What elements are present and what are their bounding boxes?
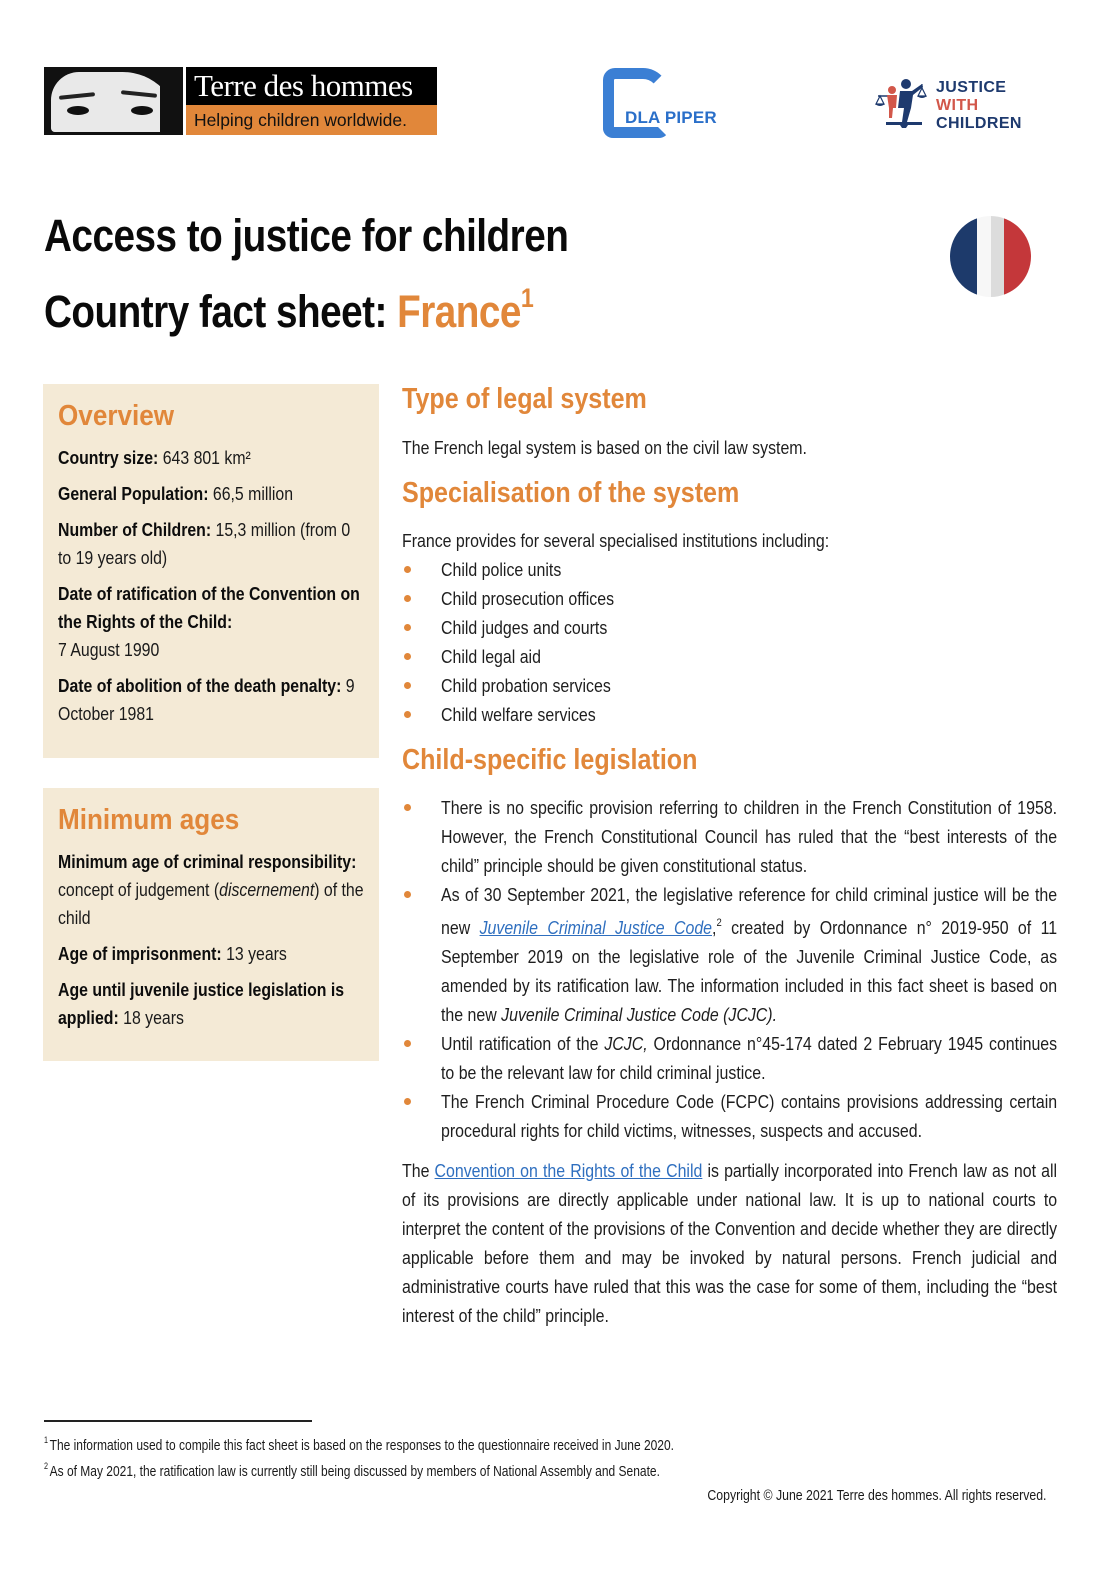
fact-label: Number of Children: <box>58 520 212 540</box>
minimum-ages-heading: Minimum ages <box>58 804 240 836</box>
bullet-icon <box>404 566 411 573</box>
bullet-icon <box>404 682 411 689</box>
jwc-line-with: WITH <box>936 97 979 114</box>
france-flag-icon <box>950 216 1031 297</box>
list-item-text: Child police units <box>441 559 562 580</box>
list-item <box>402 613 1057 642</box>
fact-label: General Population: <box>58 484 209 504</box>
list-item-text <box>441 880 1057 1029</box>
specialisation-intro: France provides for several specialised institutions including: <box>402 530 830 551</box>
fact-value-italic: discernement <box>219 880 315 900</box>
footnote-number: 2 <box>44 1461 49 1471</box>
main-content <box>402 380 1057 1330</box>
eyes-photo-icon <box>44 67 183 135</box>
list-item <box>402 700 1057 729</box>
bullet-icon <box>404 711 411 718</box>
bullet-icon <box>404 1040 411 1047</box>
fact-label: Country size: <box>58 448 159 468</box>
fact-value: 66,5 million <box>208 484 294 504</box>
scales-figures-icon <box>874 78 934 128</box>
footnotes <box>44 1430 674 1482</box>
text-run: , <box>712 917 717 938</box>
fact-label: Age of imprisonment: <box>58 944 222 964</box>
flag-white <box>977 216 991 297</box>
footnote-ref-2: 2 <box>716 917 722 929</box>
footnote-number: 1 <box>44 1435 49 1445</box>
list-item <box>402 555 1057 584</box>
list-item-text: Child welfare services <box>441 704 596 725</box>
text-run-italic: JCJC, <box>604 1033 648 1054</box>
title-country: France <box>397 286 521 337</box>
legislation-list <box>402 793 1057 1145</box>
terre-des-hommes-logo <box>44 67 437 135</box>
dla-name: DLA PIPER <box>625 108 717 127</box>
legal-system-text: The French legal system is based on the civil law system. <box>402 437 807 458</box>
flag-blue <box>950 216 977 297</box>
list-item-text <box>441 1029 1057 1087</box>
overview-heading: Overview <box>58 400 175 432</box>
list-item-text: Child judges and courts <box>441 617 608 638</box>
fact-criminal-responsibility <box>58 848 365 932</box>
legislation-heading: Child-specific legislation <box>402 744 698 776</box>
list-item-text: Child legal aid <box>441 646 541 667</box>
specialisation-list <box>402 555 1057 729</box>
crc-link[interactable]: Convention on the Rights of the Child <box>434 1160 703 1181</box>
footnote-text: As of May 2021, the ratification law is currently still being discussed by members of National Assembly and Senate. <box>49 1463 660 1480</box>
fact-death-penalty <box>58 672 365 728</box>
juvenile-code-link[interactable] <box>480 917 712 938</box>
list-item-text: Child probation services <box>441 675 611 696</box>
list-item <box>402 584 1057 613</box>
fact-label: Age until juvenile justice legislation is applied: <box>58 980 345 1028</box>
bullet-icon <box>404 624 411 631</box>
fact-country-size <box>58 444 365 472</box>
fact-value: 15,3 million (from 0 to 19 years old) <box>58 520 351 568</box>
flag-red <box>1004 216 1031 297</box>
dla-piper-logo <box>603 68 723 138</box>
title-footnote-ref: 1 <box>520 283 534 313</box>
footnote-1 <box>44 1430 674 1456</box>
jwc-line-justice: JUSTICE <box>936 79 1007 96</box>
bullet-icon <box>404 653 411 660</box>
text-run: Until ratification of the <box>441 1033 605 1054</box>
fact-children <box>58 516 365 572</box>
minimum-ages-box <box>43 788 379 1061</box>
fact-crc-ratification <box>58 580 365 664</box>
fact-label: Minimum age of criminal responsibility: <box>58 852 357 872</box>
text-run: As of 30 September 2021, the legislative reference for child criminal justice will be the new <box>441 884 1058 938</box>
fact-population <box>58 480 365 508</box>
bullet-icon <box>404 1098 411 1105</box>
legal-system-heading: Type of legal system <box>402 383 647 415</box>
specialisation-heading: Specialisation of the system <box>402 477 740 509</box>
text-run: is partially incorporated into French law as not all of its provisions are directly applicable under national law. It is up to national courts to interpret the content of the provisions of the Convention and decide whether they are directly applicable before them and may be invoked by natural persons. French judicial and administrative courts have ruled that this was the case for some of them, including the “best interest of the child” principle. <box>402 1160 1058 1326</box>
fact-value: concept of judgement ( <box>58 880 220 900</box>
text-run-italic: Juvenile Criminal Justice Code (JCJC). <box>501 1004 778 1025</box>
flag-grey <box>991 216 1004 297</box>
title-prefix: Country fact sheet: <box>44 286 398 337</box>
fact-age-imprisonment <box>58 940 365 968</box>
list-item <box>402 1087 1057 1145</box>
fact-value: 9 October 1981 <box>58 676 355 724</box>
fact-value-end: ) of the child <box>58 880 364 928</box>
list-item <box>402 642 1057 671</box>
bullet-icon <box>404 595 411 602</box>
tdh-tagline: Helping children worldwide. <box>186 105 437 135</box>
text-run: Ordonnance n°45-174 dated 2 February 1945 continues to be the relevant law for child criminal justice. <box>441 1033 1058 1083</box>
footnote-divider <box>44 1420 312 1422</box>
footnote-2 <box>44 1456 674 1482</box>
overview-box <box>43 384 379 758</box>
fact-label: Date of abolition of the death penalty: <box>58 676 342 696</box>
title-line-1: Access to justice for children <box>44 210 569 261</box>
list-item-text: There is no specific provision referring to children in the French Constitution of 1958. However, the French Constitutional Council has ruled that the “best interests of the child” principle should be given constitutional status. <box>441 797 1058 876</box>
list-item <box>402 671 1057 700</box>
fact-value: 18 years <box>118 1008 184 1028</box>
fact-value: 643 801 km² <box>158 448 251 468</box>
list-item <box>402 880 1057 1029</box>
list-item <box>402 1029 1057 1087</box>
text-run: created by Ordonnance n° 2019-950 of 11 September 2019 on the legislative role of the Juvenile Criminal Justice Code, as amended by its ratification law. The information included in this fact sheet is based on the new <box>441 917 1058 1025</box>
footnote-text: The information used to compile this fact sheet is based on the responses to the questionnaire received in June 2020. <box>49 1437 675 1454</box>
jwc-line-children: CHILDREN <box>936 115 1022 132</box>
bullet-icon <box>404 891 411 898</box>
link-text: Juvenile Criminal Justice Code <box>479 917 713 938</box>
fact-label: Date of ratification of the Convention on the Rights of the Child: <box>58 584 360 632</box>
list-item-text: Child prosecution offices <box>441 588 615 609</box>
crc-paragraph <box>402 1156 1057 1330</box>
tdh-name: Terre des hommes <box>186 67 437 105</box>
fact-age-juvenile-justice <box>58 976 365 1032</box>
page-title <box>44 205 568 343</box>
list-item-text: The French Criminal Procedure Code (FCPC) contains provisions addressing certain procedural rights for child victims, witnesses, suspects and accused. <box>441 1091 1058 1141</box>
text-run: The <box>402 1160 435 1181</box>
copyright: Copyright © June 2021 Terre des hommes. All rights reserved. <box>706 1487 1046 1504</box>
fact-value: 13 years <box>221 944 287 964</box>
fact-value: 7 August 1990 <box>58 640 160 660</box>
bullet-icon <box>404 804 411 811</box>
list-item <box>402 793 1057 880</box>
title-line-2 <box>44 267 568 343</box>
justice-with-children-logo <box>874 76 1044 132</box>
